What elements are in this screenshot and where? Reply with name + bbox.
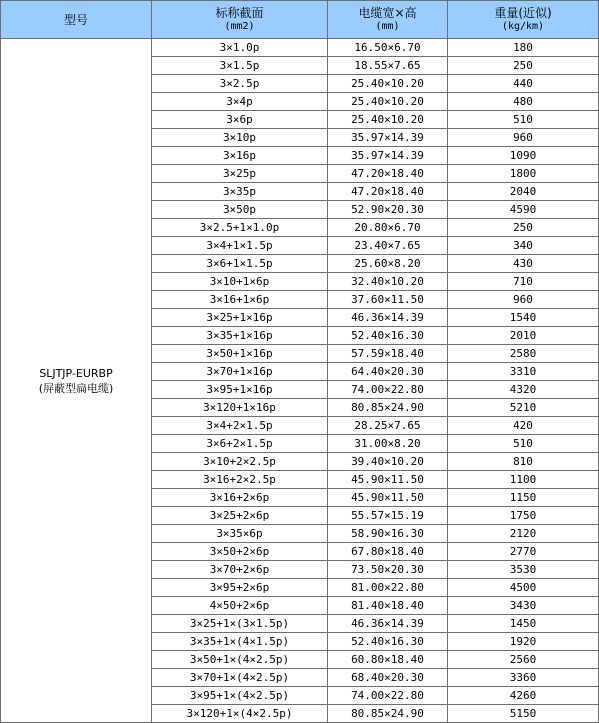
cell-section: 3×6p xyxy=(152,111,328,129)
cell-section: 3×25+1×(3×1.5p) xyxy=(152,615,328,633)
cell-weight: 510 xyxy=(448,435,599,453)
cell-weight: 340 xyxy=(448,237,599,255)
cell-section: 3×35+1×16p xyxy=(152,327,328,345)
cell-section: 3×6+2×1.5p xyxy=(152,435,328,453)
cell-weight: 2010 xyxy=(448,327,599,345)
cell-size: 64.40×20.30 xyxy=(328,363,448,381)
cell-weight: 960 xyxy=(448,129,599,147)
cell-size: 45.90×11.50 xyxy=(328,471,448,489)
table-row xyxy=(1,39,599,57)
cell-size: 58.90×16.30 xyxy=(328,525,448,543)
cell-weight: 710 xyxy=(448,273,599,291)
header-size-unit: (mm) xyxy=(375,20,400,32)
cell-section: 3×16+1×6p xyxy=(152,291,328,309)
cell-section: 3×50p xyxy=(152,201,328,219)
cell-weight: 1450 xyxy=(448,615,599,633)
cell-section: 3×35+1×(4×1.5p) xyxy=(152,633,328,651)
cell-size: 35.97×14.39 xyxy=(328,147,448,165)
cell-section: 3×2.5p xyxy=(152,75,328,93)
header-row xyxy=(1,1,599,39)
header-section-unit: (mm2) xyxy=(224,20,255,32)
header-section-label: 标称截面 xyxy=(215,5,264,20)
header-model xyxy=(1,1,152,39)
cell-weight: 3530 xyxy=(448,561,599,579)
cell-weight: 510 xyxy=(448,111,599,129)
cell-weight: 4260 xyxy=(448,687,599,705)
cell-weight: 5210 xyxy=(448,399,599,417)
cell-weight: 1090 xyxy=(448,147,599,165)
cell-size: 57.59×18.40 xyxy=(328,345,448,363)
cell-size: 74.00×22.80 xyxy=(328,687,448,705)
cell-section: 3×50+1×16p xyxy=(152,345,328,363)
cell-section: 3×25p xyxy=(152,165,328,183)
cell-size: 37.60×11.50 xyxy=(328,291,448,309)
header-weight-label: 重量(近似) xyxy=(494,5,552,20)
cell-section: 3×70+2×6p xyxy=(152,561,328,579)
cell-size: 80.85×24.90 xyxy=(328,705,448,723)
cell-weight: 1150 xyxy=(448,489,599,507)
cell-section: 3×70+1×16p xyxy=(152,363,328,381)
cell-section: 3×10+2×2.5p xyxy=(152,453,328,471)
cell-weight: 440 xyxy=(448,75,599,93)
table-body xyxy=(1,39,599,723)
cell-section: 3×70+1×(4×2.5p) xyxy=(152,669,328,687)
cell-section: 3×10p xyxy=(152,129,328,147)
cell-size: 80.85×24.90 xyxy=(328,399,448,417)
cell-section: 3×95+2×6p xyxy=(152,579,328,597)
cell-size: 32.40×10.20 xyxy=(328,273,448,291)
model-code: SLJTJP-EURBP xyxy=(39,366,113,380)
cell-weight: 1100 xyxy=(448,471,599,489)
cell-section: 3×1.0p xyxy=(152,39,328,57)
model-cell xyxy=(1,39,152,723)
cell-weight: 250 xyxy=(448,57,599,75)
cell-weight: 180 xyxy=(448,39,599,57)
cell-weight: 250 xyxy=(448,219,599,237)
cell-section: 3×50+1×(4×2.5p) xyxy=(152,651,328,669)
cell-size: 45.90×11.50 xyxy=(328,489,448,507)
cell-weight: 3430 xyxy=(448,597,599,615)
cell-size: 23.40×7.65 xyxy=(328,237,448,255)
cell-section: 3×35×6p xyxy=(152,525,328,543)
cell-size: 20.80×6.70 xyxy=(328,219,448,237)
cell-weight: 810 xyxy=(448,453,599,471)
cell-size: 52.40×16.30 xyxy=(328,633,448,651)
cell-size: 16.50×6.70 xyxy=(328,39,448,57)
cell-section: 4×50+2×6p xyxy=(152,597,328,615)
cell-section: 3×6+1×1.5p xyxy=(152,255,328,273)
cell-weight: 4590 xyxy=(448,201,599,219)
cell-section: 3×4p xyxy=(152,93,328,111)
cell-size: 47.20×18.40 xyxy=(328,165,448,183)
cell-weight: 2560 xyxy=(448,651,599,669)
header-section xyxy=(152,1,328,39)
cell-size: 55.57×15.19 xyxy=(328,507,448,525)
header-model-label: 型号 xyxy=(63,12,88,27)
cell-section: 3×1.5p xyxy=(152,57,328,75)
cell-size: 31.00×8.20 xyxy=(328,435,448,453)
cell-size: 47.20×18.40 xyxy=(328,183,448,201)
table-header xyxy=(1,1,599,39)
cell-size: 25.40×10.20 xyxy=(328,75,448,93)
cell-section: 3×4+2×1.5p xyxy=(152,417,328,435)
cell-size: 60.80×18.40 xyxy=(328,651,448,669)
cell-section: 3×16+2×2.5p xyxy=(152,471,328,489)
cell-weight: 1540 xyxy=(448,309,599,327)
cell-size: 39.40×10.20 xyxy=(328,453,448,471)
header-weight xyxy=(448,1,599,39)
cell-weight: 2580 xyxy=(448,345,599,363)
cell-section: 3×10+1×6p xyxy=(152,273,328,291)
cell-size: 25.40×10.20 xyxy=(328,111,448,129)
cell-weight: 480 xyxy=(448,93,599,111)
cell-weight: 2770 xyxy=(448,543,599,561)
cell-section: 3×25+2×6p xyxy=(152,507,328,525)
cell-section: 3×50+2×6p xyxy=(152,543,328,561)
cell-weight: 960 xyxy=(448,291,599,309)
cell-weight: 1800 xyxy=(448,165,599,183)
cell-weight: 2040 xyxy=(448,183,599,201)
cell-size: 68.40×20.30 xyxy=(328,669,448,687)
cell-weight: 4320 xyxy=(448,381,599,399)
cell-size: 28.25×7.65 xyxy=(328,417,448,435)
cell-section: 3×2.5+1×1.0p xyxy=(152,219,328,237)
cell-weight: 430 xyxy=(448,255,599,273)
cell-section: 3×16+2×6p xyxy=(152,489,328,507)
cell-size: 81.40×18.40 xyxy=(328,597,448,615)
cell-size: 25.40×10.20 xyxy=(328,93,448,111)
cell-size: 18.55×7.65 xyxy=(328,57,448,75)
cell-section: 3×25+1×16p xyxy=(152,309,328,327)
cell-section: 3×35p xyxy=(152,183,328,201)
cell-size: 73.50×20.30 xyxy=(328,561,448,579)
cell-weight: 420 xyxy=(448,417,599,435)
cell-section: 3×16p xyxy=(152,147,328,165)
cell-weight: 1920 xyxy=(448,633,599,651)
cell-section: 3×4+1×1.5p xyxy=(152,237,328,255)
cell-size: 25.60×8.20 xyxy=(328,255,448,273)
cell-size: 74.00×22.80 xyxy=(328,381,448,399)
cell-weight: 2120 xyxy=(448,525,599,543)
cell-size: 52.40×16.30 xyxy=(328,327,448,345)
cell-size: 67.80×18.40 xyxy=(328,543,448,561)
cell-section: 3×95+1×(4×2.5p) xyxy=(152,687,328,705)
cell-size: 52.90×20.30 xyxy=(328,201,448,219)
cell-section: 3×120+1×16p xyxy=(152,399,328,417)
cell-weight: 3310 xyxy=(448,363,599,381)
cell-weight: 1750 xyxy=(448,507,599,525)
cell-weight: 5150 xyxy=(448,705,599,723)
cell-section: 3×120+1×(4×2.5p) xyxy=(152,705,328,723)
cell-section: 3×95+1×16p xyxy=(152,381,328,399)
cell-size: 35.97×14.39 xyxy=(328,129,448,147)
header-size-label: 电缆宽×高 xyxy=(358,5,417,20)
header-size xyxy=(328,1,448,39)
cell-size: 46.36×14.39 xyxy=(328,615,448,633)
cell-weight: 4500 xyxy=(448,579,599,597)
cell-weight: 3360 xyxy=(448,669,599,687)
header-weight-unit: (kg/km) xyxy=(501,20,545,32)
cell-size: 46.36×14.39 xyxy=(328,309,448,327)
model-description: (屏蔽型扁电缆) xyxy=(38,381,114,395)
cell-size: 81.00×22.80 xyxy=(328,579,448,597)
